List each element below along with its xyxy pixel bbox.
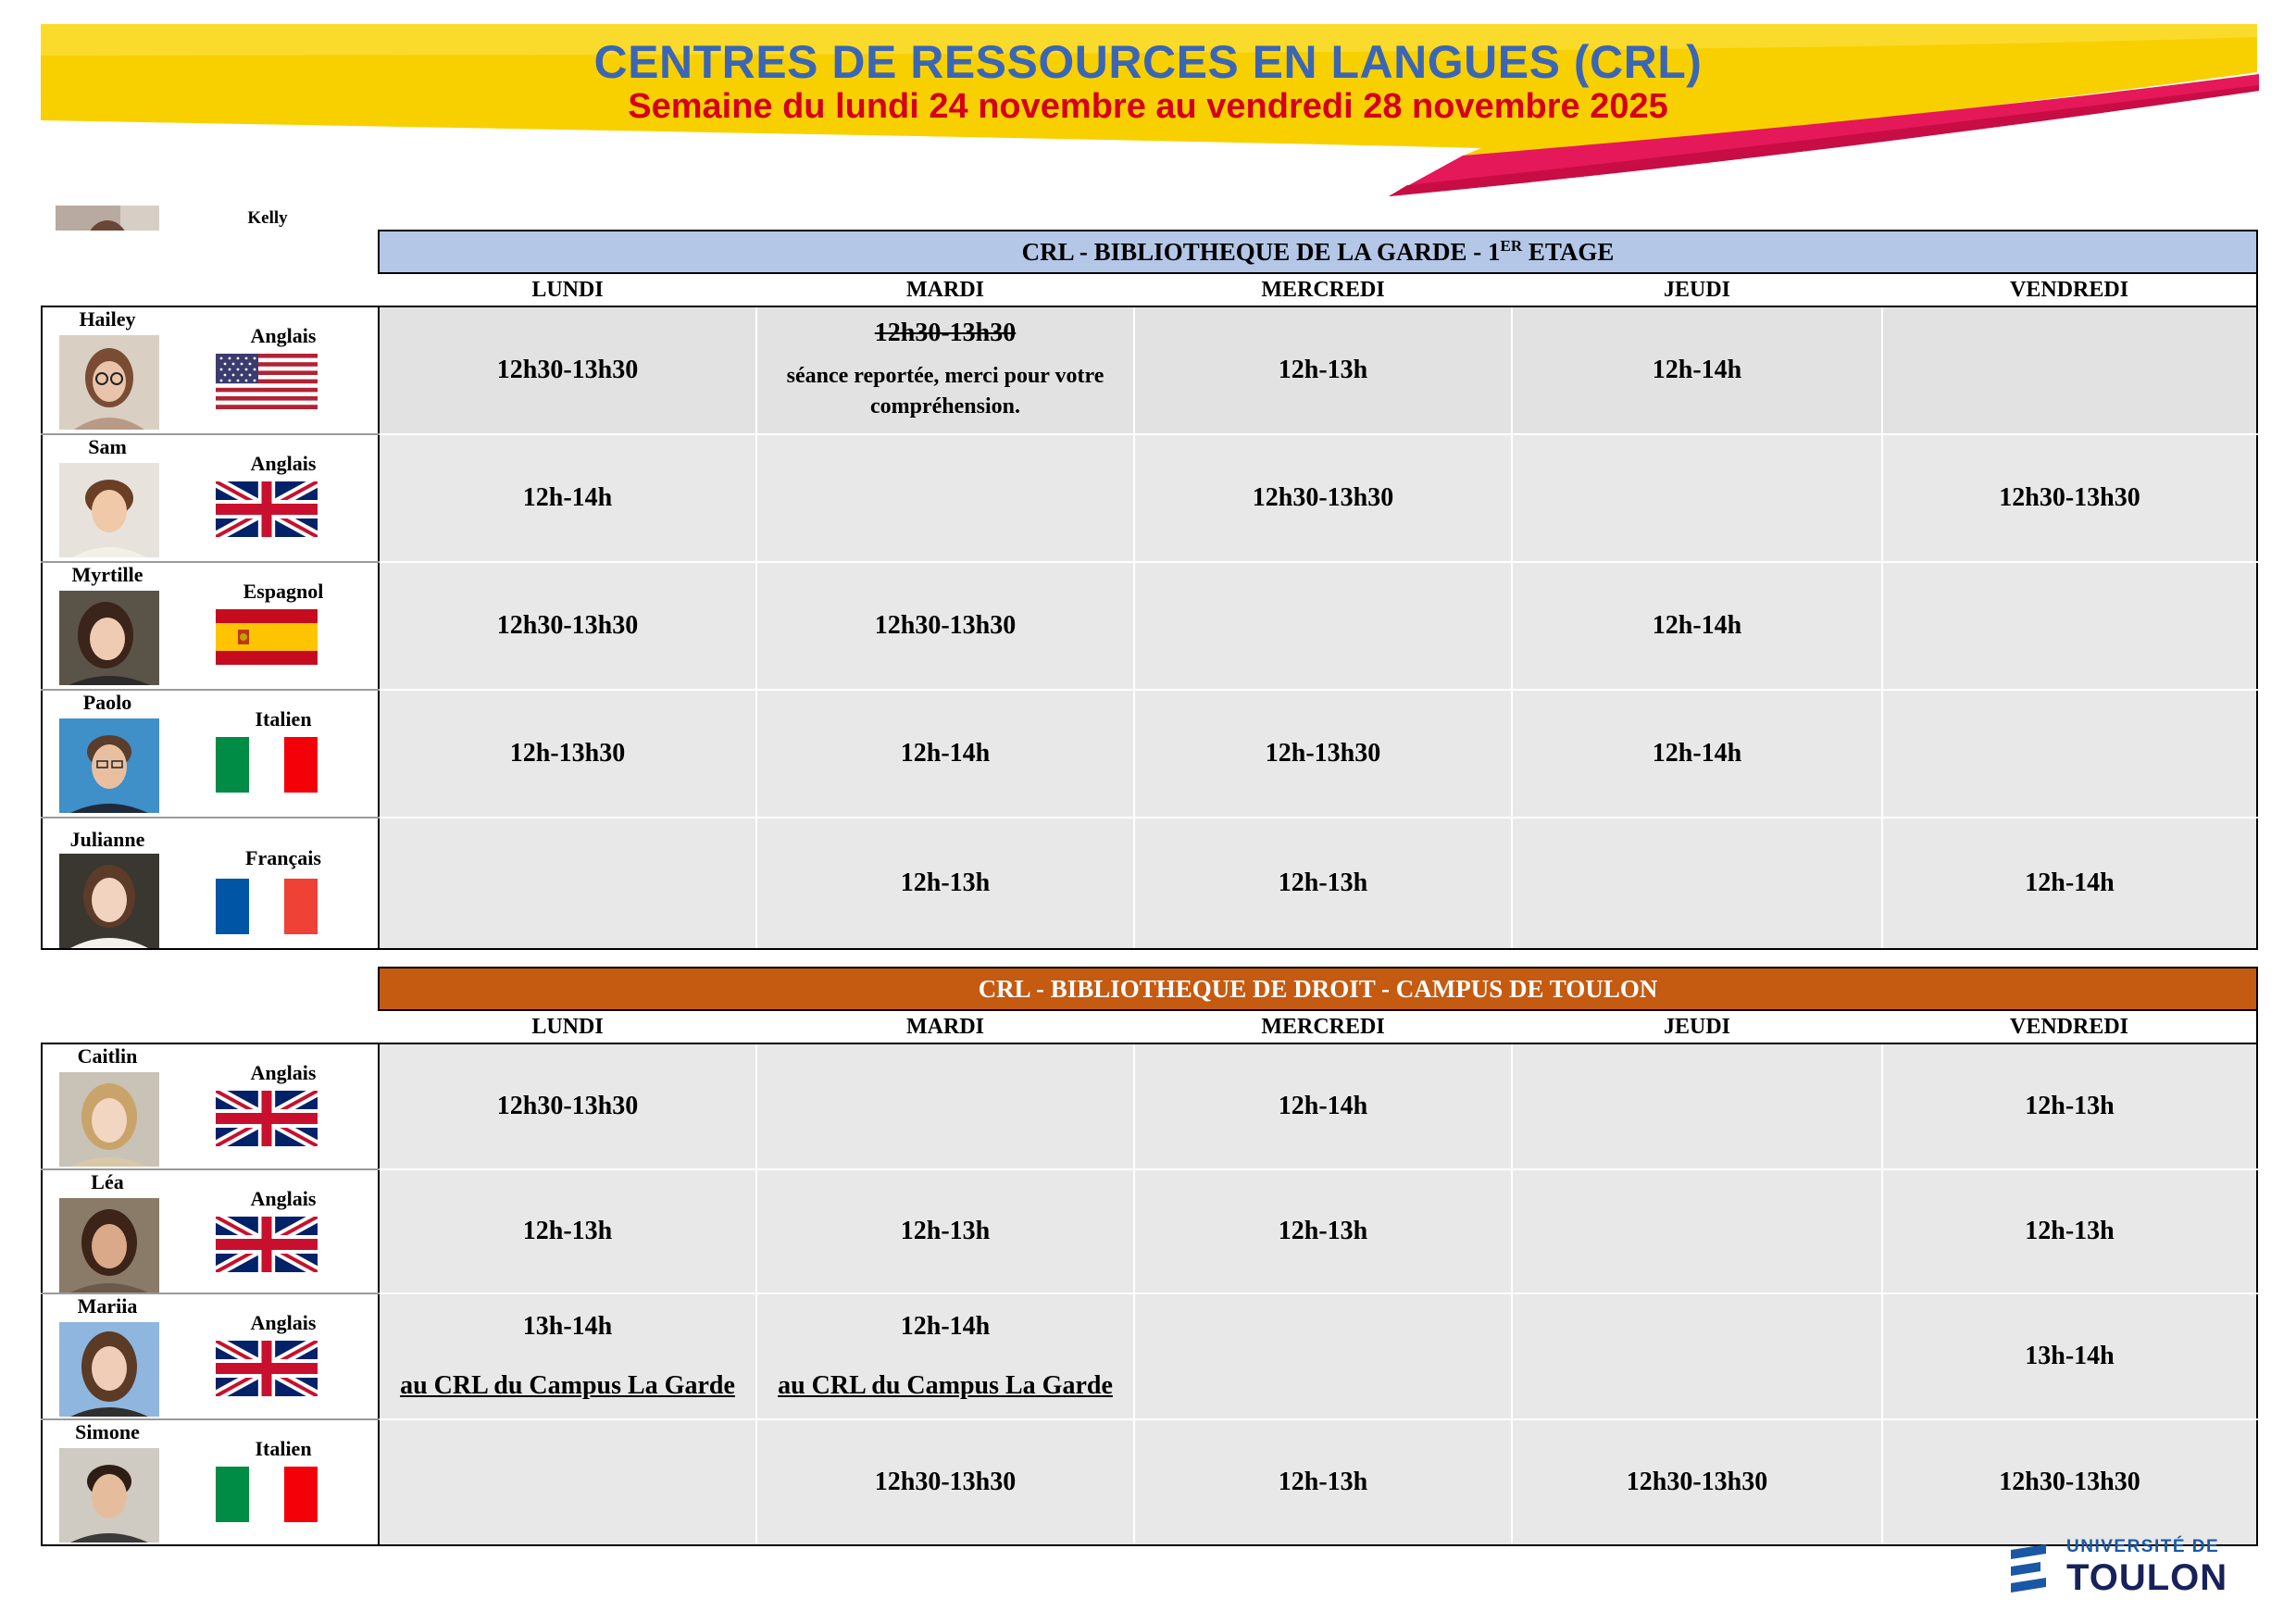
day-header-mercredi: MERCREDI: [1134, 1010, 1512, 1043]
tutor-myrtille: [42, 562, 379, 690]
slot-vendredi: 13h-14h: [1882, 1293, 2257, 1419]
tutor-language: Anglais: [250, 1187, 317, 1210]
logo-text-line2: TOULON: [2066, 1557, 2228, 1598]
slot-vendredi: [1882, 306, 2257, 434]
logo-text-line1: UNIVERSITÉ DE: [2066, 1537, 2220, 1556]
tutor-name: Paolo: [82, 691, 132, 714]
table-row: [42, 434, 2257, 562]
tutor-name: Julianne: [69, 828, 145, 851]
tutor-language: Italien: [255, 1437, 312, 1460]
slot-mardi: [756, 306, 1134, 434]
slot-lundi: 12h30-13h30: [379, 306, 756, 434]
page-title: CENTRES DE RESSOURCES EN LANGUES (CRL): [593, 36, 1703, 88]
table-row: [42, 1419, 2257, 1545]
spain-flag-icon: [216, 609, 318, 665]
slot-vendredi: [1882, 562, 2257, 690]
slot-mardi: [756, 1043, 1134, 1169]
cancellation-note: séance reportée, merci pour votre compréhension.: [786, 364, 1104, 418]
tutor-language: Anglais: [250, 1311, 317, 1334]
slot-vendredi: [1882, 690, 2257, 818]
slot-mercredi: [1134, 1293, 1512, 1419]
tutor-name: Simone: [75, 1420, 140, 1443]
day-header-lundi: LUNDI: [379, 1010, 756, 1043]
slot-jeudi: 12h-14h: [1512, 690, 1882, 818]
tutor-name: Léa: [91, 1170, 124, 1193]
us-flag-icon: [216, 354, 318, 409]
day-header-mercredi: MERCREDI: [1134, 273, 1512, 306]
day-header-jeudi: JEUDI: [1512, 1010, 1882, 1043]
slot-vendredi: 12h30-13h30: [1882, 434, 2257, 562]
table-row: [42, 1169, 2257, 1293]
slot-lundi: 12h30-13h30: [379, 562, 756, 690]
table-row: [42, 690, 2257, 818]
slot-jeudi: 12h30-13h30: [1512, 1419, 1882, 1545]
slot-mercredi: 12h-13h30: [1134, 690, 1512, 818]
tutor-name: Caitlin: [77, 1044, 138, 1068]
table2-title: CRL - BIBLIOTHEQUE DE DROIT - CAMPUS DE TOULON: [379, 968, 2257, 1010]
tutor-language: Anglais: [250, 452, 317, 475]
slot-lundi: 12h-14h: [379, 434, 756, 562]
table1-title: CRL - BIBLIOTHEQUE DE LA GARDE - 1ER ETAGE: [379, 231, 2257, 273]
day-header-vendredi: VENDREDI: [1882, 273, 2257, 306]
tutor-language: Français: [245, 846, 321, 869]
day-header-mardi: MARDI: [756, 273, 1134, 306]
slot-vendredi: 12h30-13h30: [1882, 1419, 2257, 1545]
universite-toulon-logo: [2009, 1537, 2065, 1602]
tutor-photo: [59, 1198, 159, 1293]
uk-flag-icon: [216, 1217, 318, 1272]
location-note: au CRL du Campus La Garde: [778, 1371, 1113, 1400]
table-row: [42, 1043, 2257, 1169]
tutor-name: Mariia: [77, 1294, 138, 1318]
slot-mardi: 12h30-13h30: [756, 562, 1134, 690]
day-header-mardi: MARDI: [756, 1010, 1134, 1043]
tutor-photo: [59, 1322, 159, 1417]
slot-jeudi: 12h-14h: [1512, 306, 1882, 434]
slot-jeudi: [1512, 1293, 1882, 1419]
slot-mercredi: 12h-13h: [1134, 306, 1512, 434]
tutor-language: Anglais: [250, 324, 317, 347]
slot-mercredi: 12h-14h: [1134, 1043, 1512, 1169]
slot-jeudi: [1512, 1043, 1882, 1169]
uk-flag-icon: [216, 1091, 318, 1146]
tutor-name: Hailey: [79, 307, 136, 331]
slot-cancelled: 12h30-13h30: [874, 319, 1017, 347]
tutor-language: Anglais: [250, 1061, 317, 1084]
tutor-mariia: [42, 1293, 379, 1419]
france-flag-icon: [216, 879, 318, 934]
day-header-lundi: LUNDI: [379, 273, 756, 306]
tutor-julianne: [42, 818, 379, 949]
slot-lundi: [379, 1419, 756, 1545]
tutor-simone: [42, 1419, 379, 1545]
tutor-photo: [59, 463, 159, 557]
slot-lundi: 12h-13h30: [379, 690, 756, 818]
italy-flag-icon: [216, 1467, 318, 1522]
slot-mardi: 12h30-13h30: [756, 1419, 1134, 1545]
tutor-photo: [59, 591, 159, 685]
slot-mardi: [756, 1293, 1134, 1419]
slot-jeudi: [1512, 818, 1882, 949]
slot-jeudi: [1512, 1169, 1882, 1293]
schedule-table-la-garde: [41, 230, 2258, 950]
slot-jeudi: 12h-14h: [1512, 562, 1882, 690]
tutor-name: Myrtille: [71, 563, 144, 586]
slot-time: 12h-14h: [900, 1312, 991, 1341]
location-note: au CRL du Campus La Garde: [400, 1371, 735, 1400]
slot-mardi: 12h-14h: [756, 690, 1134, 818]
tutor-photo: [59, 335, 159, 430]
day-header-vendredi: VENDREDI: [1882, 1010, 2257, 1043]
slot-lundi: [379, 818, 756, 949]
slot-vendredi: 12h-13h: [1882, 1169, 2257, 1293]
tutor-language: Italien: [255, 707, 312, 731]
tutor-language: Espagnol: [243, 580, 324, 603]
italy-flag-icon: [216, 737, 318, 793]
slot-mercredi: [1134, 562, 1512, 690]
table-row: [42, 306, 2257, 434]
tutor-paolo: [42, 690, 379, 818]
tutor-caitlin: [42, 1043, 379, 1169]
slot-mercredi: 12h-13h: [1134, 1419, 1512, 1545]
schedule-table-droit: [41, 967, 2258, 1546]
slot-lundi: [379, 1293, 756, 1419]
uk-flag-icon: [216, 1341, 318, 1396]
slot-vendredi: 12h-13h: [1882, 1043, 2257, 1169]
tutor-photo: [59, 718, 159, 813]
slot-mardi: 12h-13h: [756, 1169, 1134, 1293]
manager-name: Kelly: [247, 208, 288, 228]
slot-mercredi: 12h-13h: [1134, 1169, 1512, 1293]
slot-mercredi: 12h30-13h30: [1134, 434, 1512, 562]
tutor-photo: [59, 1448, 159, 1543]
table-row: [42, 818, 2257, 949]
tutor-photo: [59, 1072, 159, 1167]
tutor-name: Sam: [88, 435, 127, 458]
page-subtitle: Semaine du lundi 24 novembre au vendredi 28 novembre 2025: [628, 87, 1668, 126]
slot-vendredi: 12h-14h: [1882, 818, 2257, 949]
slot-time: 13h-14h: [522, 1312, 613, 1341]
table-row: [42, 562, 2257, 690]
table-row: [42, 1293, 2257, 1419]
slot-mardi: 12h-13h: [756, 818, 1134, 949]
slot-lundi: 12h30-13h30: [379, 1043, 756, 1169]
uk-flag-icon: [216, 481, 318, 537]
slot-mercredi: 12h-13h: [1134, 818, 1512, 949]
slot-mardi: [756, 434, 1134, 562]
tutor-sam: [42, 434, 379, 562]
slot-jeudi: [1512, 434, 1882, 562]
tutor-lea: [42, 1169, 379, 1293]
slot-lundi: 12h-13h: [379, 1169, 756, 1293]
tutor-photo: [59, 854, 159, 948]
day-header-jeudi: JEUDI: [1512, 273, 1882, 306]
tutor-hailey: [42, 306, 379, 434]
